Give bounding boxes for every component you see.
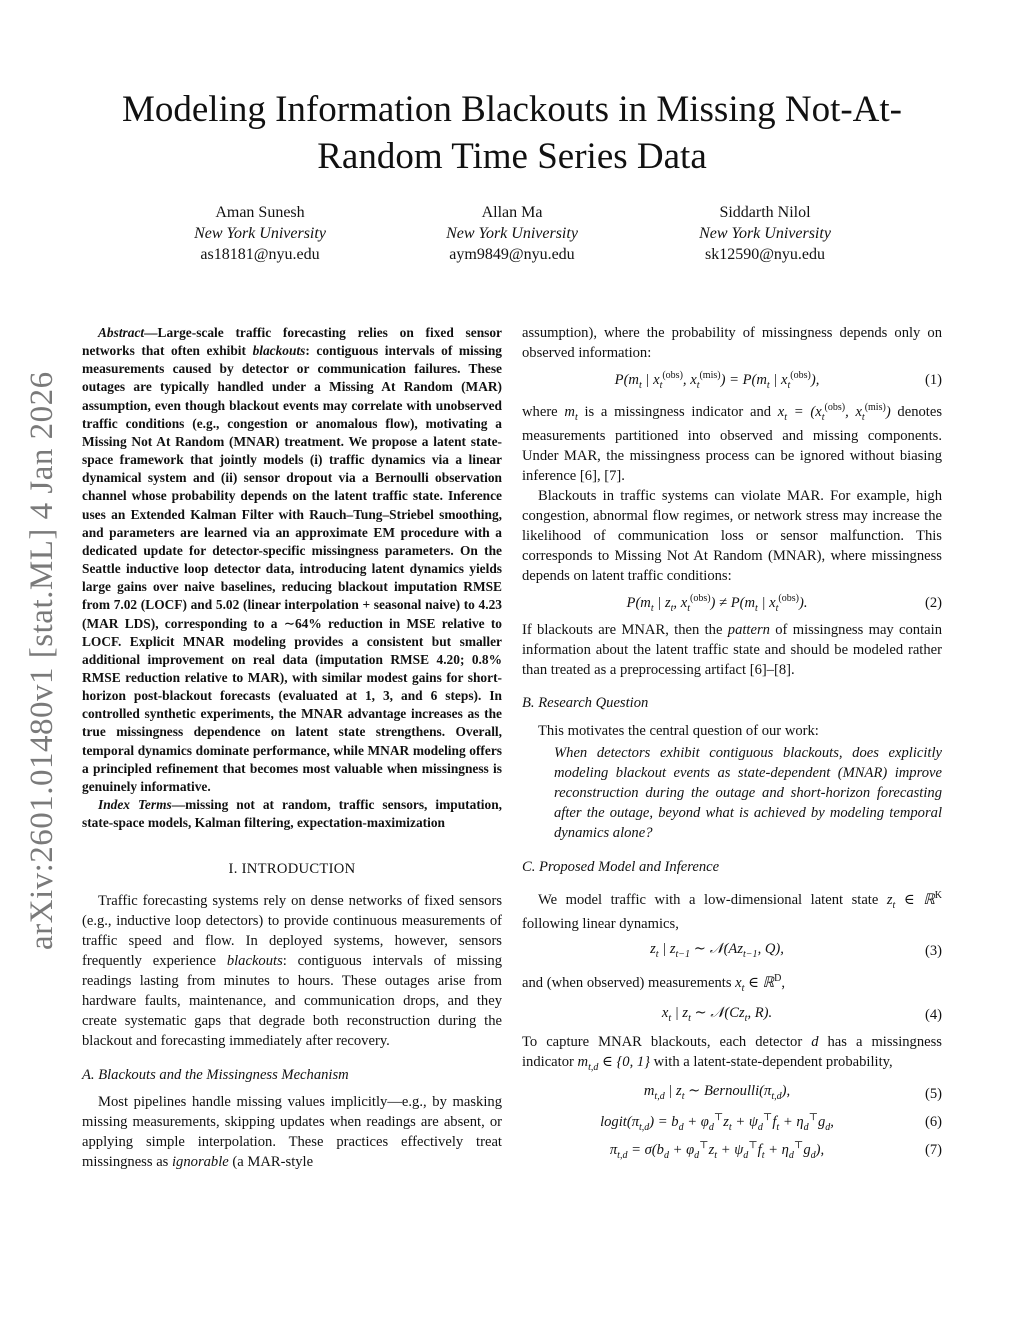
paragraph: and (when observed) measurements $x_t$ ∈ ℝ$^D$, — [522, 973, 785, 995]
abstract-em: blackouts — [252, 343, 306, 359]
equation-2: $P(m_t$ | $z_t$, $x_t^{(obs)}) \ne P(m_t$ | $x_t^{(obs)}$). (2) — [626, 592, 942, 614]
author-email: as18181@nyu.edu — [200, 246, 320, 263]
paragraph: If blackouts are MNAR, then the pattern of missingness may contain information about the latent traffic state and should be modeled rather than treated as a preprocessing artifact [6]–[8]. — [522, 621, 942, 678]
subsection-heading-b: B. Research Question — [522, 695, 649, 712]
author-name: Allan Ma — [481, 204, 543, 221]
index-terms-text: —missing not at random, traffic sensors, imputation, state-space models, Kalman filtering, expectation-maximization — [82, 797, 502, 831]
equation-3: $z_t$ | $z_{t-1}$ ∼ $𝒩(Az_{t-1}$, Q), (3) — [650, 940, 942, 960]
abstract-text-1: —Large-scale traffic forecasting relies on fixed sensor networks that often exhibit — [82, 325, 502, 359]
section-heading-introduction: I. INTRODUCTION — [228, 861, 356, 878]
abstract-text-2: : contiguous intervals of missing measurements caused by detector or communication failures. These outages are typically handled under a Missing At Random (MAR) assumption, even though blackout events may correlate with unobserved traffic conditions (e.g., congestion or anomalous flow), motivating a Missing Not At Random (MNAR) treatment. We propose a latent state-space framework that jointly models (i) traffic dynamics via a linear dynamical system and (ii) sensor dropout via a Bernoulli observation channel whose probability depends on the latent traffic state. Inference uses an Extended Kalman Filter with Rauch–Tung–Striebel smoothing, and parameters are learned via an approximate EM procedure with a dedicated update for detector-specific missingness parameters. On the Seattle inductive loop detector data, introducing latent dynamics yields large gains over naive baselines, reducing blackout imputation RMSE from 7.02 (LOCF) and 5.02 (linear interpolation + seasonal naive) to 4.23 (MAR LDS), corresponding to a ∼64% reduction in MSE relative to LOCF. Explicit MNAR modeling provides a consistent but smaller additional improvement on real data (imputation RMSE 4.20; 0.8% RMSE reduction relative to MAR), with similar modest gains for short-horizon post-blackout forecasts (evaluated at 1, 3, and 6 steps). In controlled synthetic experiments, the MNAR advantage increases as the true missingness dependence on latent state strengthens. Overall, temporal dynamics dominate performance, while MNAR modeling offers a principled refinement that becomes most valuable when missingness is genuinely informative. — [82, 343, 502, 794]
paper-title: Modeling Information Blackouts in Missing Not-At-Random Time Series Data — [121, 89, 903, 177]
author-3 — [635, 202, 895, 265]
author-affiliation: New York University — [699, 225, 831, 242]
subsection-heading-c: C. Proposed Model and Inference — [522, 858, 720, 875]
subsection-a-paragraph: Most pipelines handle missing values implicitly—e.g., by masking missing measurements, skipping updates when readings are absent, or applying simple interpolation. These practices effectively treat missingness as ignorable (a MAR-style — [82, 1094, 502, 1171]
paragraph: assumption), where the probability of missingness depends only on observed information: — [522, 325, 942, 361]
author-affiliation: New York University — [194, 225, 326, 242]
author-2 — [382, 202, 642, 265]
arxiv-margin-stamp: arXiv:2601.01480v1 [stat.ML] 4 Jan 2026 — [24, 371, 60, 950]
author-name: Aman Sunesh — [215, 204, 305, 221]
equation-5: $m_{t,d}$ | $z_t$ ∼ $Bernoulli(\pi_{t,d})$, (5) — [643, 1083, 942, 1103]
index-terms-label: Index Terms — [98, 797, 172, 813]
equation-6: $logit(\pi_{t,d}) = b_d + \varphi_d^⊤z_t + \psi_d^⊤f_t + \eta_d^⊤g_d$, (6) — [600, 1111, 942, 1133]
paragraph: where $m_t$ is a missingness indicator and $x_t = (x_t^{(obs)}$, $x_t^{(mis)}$) denotes measurements partitioned into observed and missing components. Under MAR, the missingness process can be ignored without biasing inference [6], [7]. — [522, 401, 942, 485]
paragraph: We model traffic with a low-dimensional latent state $z_t$ ∈ ℝ$^K$ following linear dynamics, — [522, 889, 942, 933]
paragraph: Blackouts in traffic systems can violate MAR. For example, high congestion, abnormal flow regimes, or network stress may increase the likelihood of communication loss or sensor malfunction. This corresponds to Missing Not At Random (MNAR), where missingness depends on latent traffic conditions: — [522, 488, 942, 584]
right-column — [522, 324, 942, 1168]
intro-paragraph: Traffic forecasting systems rely on dense networks of fixed sensors (e.g., inductive loop detectors) to provide continuous measurements of traffic speed and flow. In deployed systems, however, sensors frequently experience blackouts: contiguous intervals of missing readings lasting from minutes to hours. These outages arise from hardware faults, maintenance, and communication drops, and they create systematic gaps that degrade both reconstruction during the blackout and forecasting immediately after recovery. — [82, 893, 502, 1049]
left-column — [82, 324, 502, 1173]
author-name: Siddarth Nilol — [719, 204, 811, 221]
research-question: When detectors exhibit contiguous blackouts, does explicitly modeling blackout events as state-dependent (MNAR) improve reconstruction during the outage and short-horizon forecasting after the outage, beyond what is achieved by modeling temporal dynamics alone? — [554, 745, 942, 841]
author-email: sk12590@nyu.edu — [704, 246, 826, 263]
abstract-label: Abstract — [98, 325, 145, 340]
paragraph: This motivates the central question of our work: — [538, 723, 819, 740]
author-1 — [130, 202, 390, 265]
paragraph: To capture MNAR blackouts, each detector d has a missingness indicator $m_{t,d}$ ∈ {0, 1} with a latent-state-dependent probability, — [522, 1033, 942, 1073]
abstract — [82, 324, 502, 832]
subsection-heading-a: A. Blackouts and the Missingness Mechanism — [82, 1066, 349, 1083]
equation-7: $\pi_{t,d} = \sigma(b_d + \varphi_d^⊤z_t + \psi_d^⊤f_t + \eta_d^⊤g_d)$, (7) — [609, 1139, 942, 1161]
author-email: aym9849@nyu.edu — [449, 246, 575, 263]
equation-4: $x_t$ | $z_t$ ∼ $𝒩(Cz_t$, R). (4) — [661, 1004, 942, 1024]
author-affiliation: New York University — [446, 225, 578, 242]
equation-1: $P(m_t$ | $x_t^{(obs)}$, $x_t^{(mis)}) = P(m_t$ | $x_t^{(obs)}$), (1) — [614, 369, 942, 391]
